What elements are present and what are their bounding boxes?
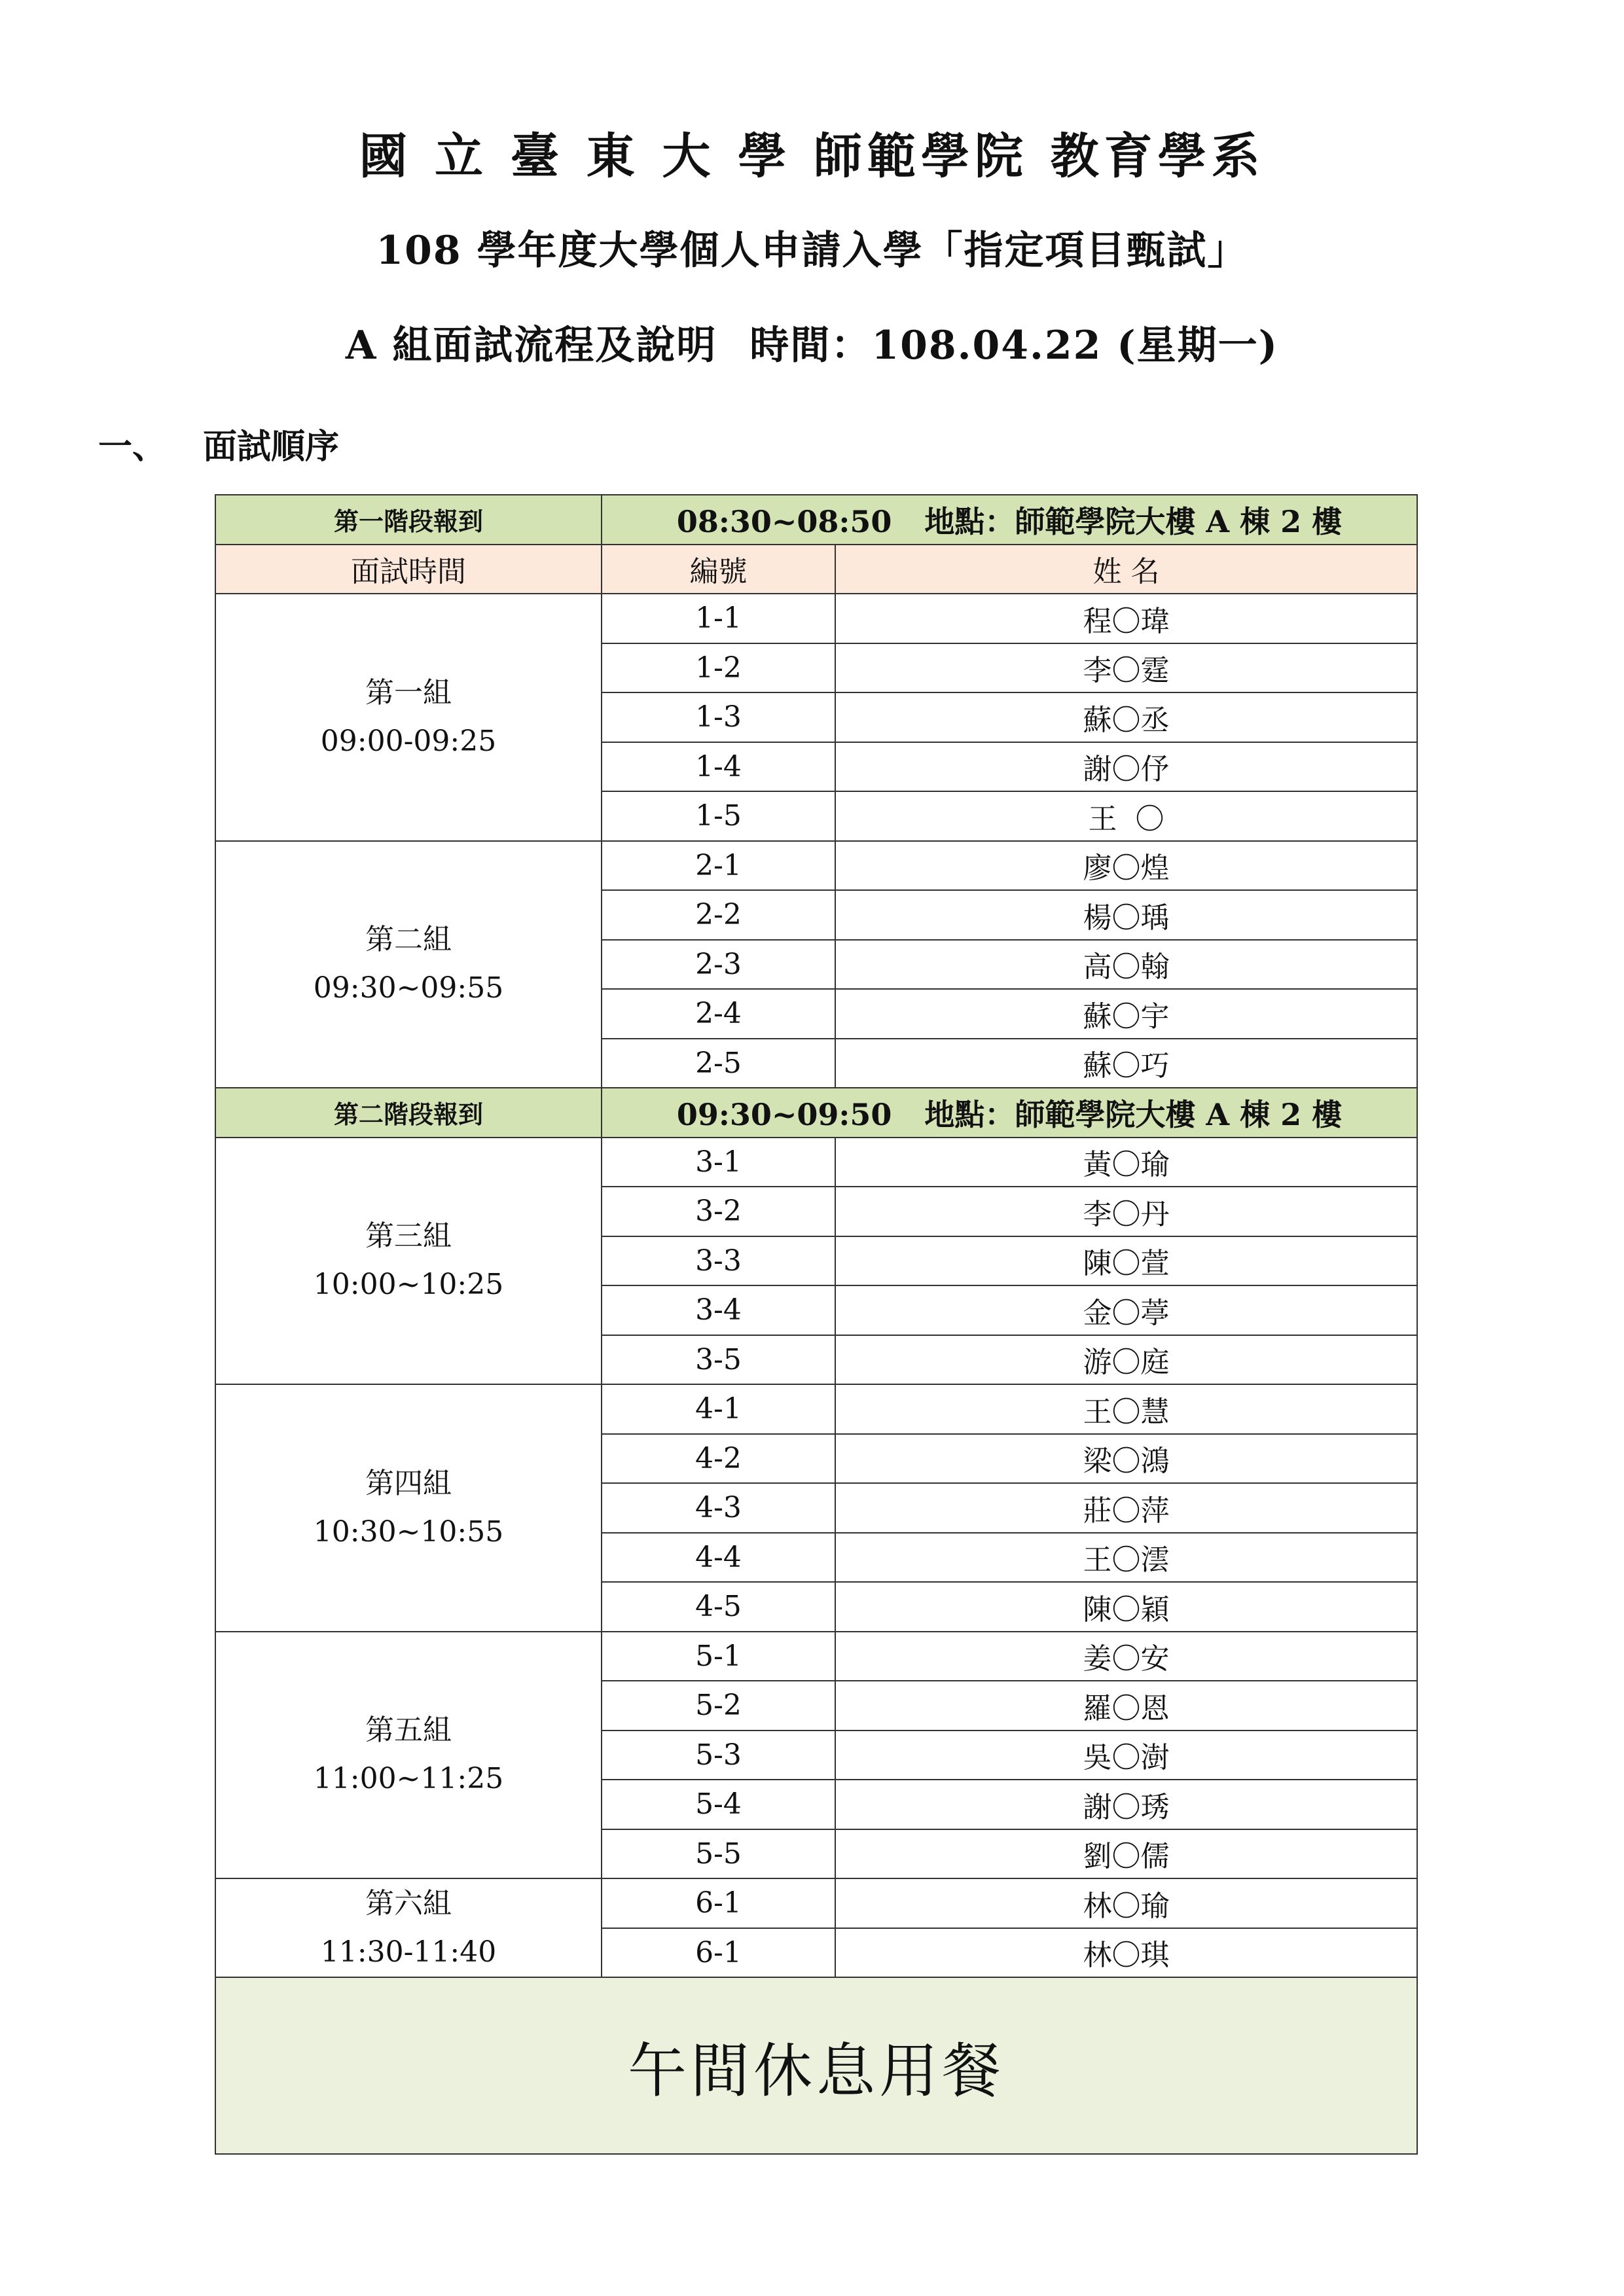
group-name: 第二組	[365, 923, 452, 957]
applicant-name: 陳〇萱	[835, 1236, 1417, 1286]
applicant-name: 蘇〇丞	[835, 692, 1417, 742]
group-cell	[215, 1138, 602, 1385]
stage-label: 第一階段報到	[215, 495, 602, 545]
table-row	[215, 1138, 1417, 1187]
section-heading	[98, 419, 339, 468]
stage-location: 地點：師範學院大樓 A 棟 2 樓	[924, 503, 1343, 539]
group-name: 第四組	[365, 1466, 452, 1500]
section-number: 一、	[98, 427, 167, 467]
group-time: 10:00~10:25	[313, 1268, 504, 1302]
applicant-number: 1-1	[602, 594, 835, 643]
applicant-name: 游〇庭	[835, 1335, 1417, 1385]
group-cell	[215, 1384, 602, 1632]
applicant-number: 4-5	[602, 1582, 835, 1632]
applicant-name: 謝〇伃	[835, 742, 1417, 792]
applicant-number: 5-5	[602, 1829, 835, 1879]
applicant-number: 1-3	[602, 692, 835, 742]
applicant-name: 蘇〇宇	[835, 989, 1417, 1039]
applicant-number: 4-1	[602, 1384, 835, 1434]
table-row	[215, 1632, 1417, 1681]
flow-title-line	[0, 314, 1624, 370]
lunch-break: 午間休息用餐	[215, 1977, 1417, 2154]
applicant-name: 程〇瑋	[835, 594, 1417, 643]
group-time: 11:00~11:25	[313, 1762, 504, 1796]
table-row	[215, 1384, 1417, 1434]
applicant-number: 3-3	[602, 1236, 835, 1286]
applicant-number: 1-5	[602, 791, 835, 841]
section-title: 面試順序	[203, 427, 340, 467]
applicant-name: 陳〇穎	[835, 1582, 1417, 1632]
applicant-number: 4-2	[602, 1434, 835, 1484]
applicant-number: 1-4	[602, 742, 835, 792]
group-name: 第三組	[365, 1219, 452, 1253]
document-title: 國 立 臺 東 大 學 師範學院 教育學系	[359, 128, 1265, 185]
group-time: 09:00-09:25	[320, 724, 497, 758]
applicant-number: 4-4	[602, 1533, 835, 1583]
document-subtitle: 108 學年度大學個人申請入學「指定項目甄試」	[376, 228, 1248, 274]
applicant-name: 廖〇煌	[835, 841, 1417, 891]
applicant-name: 姜〇安	[835, 1632, 1417, 1681]
applicant-name: 高〇翰	[835, 940, 1417, 990]
stage-info	[602, 1088, 1417, 1138]
column-header-number: 編號	[602, 545, 835, 594]
applicant-name: 羅〇恩	[835, 1681, 1417, 1731]
applicant-number: 2-3	[602, 940, 835, 990]
applicant-name: 王〇澐	[835, 1533, 1417, 1583]
applicant-name: 金〇葶	[835, 1285, 1417, 1335]
applicant-number: 3-1	[602, 1138, 835, 1187]
applicant-name: 李〇霆	[835, 643, 1417, 693]
group-time: 10:30~10:55	[313, 1515, 504, 1549]
applicant-number: 5-4	[602, 1780, 835, 1829]
applicant-number: 2-1	[602, 841, 835, 891]
flow-title: A 組面試流程及說明	[345, 323, 717, 368]
applicant-name: 吳〇澍	[835, 1731, 1417, 1780]
applicant-number: 5-3	[602, 1731, 835, 1780]
applicant-name: 謝〇琇	[835, 1780, 1417, 1829]
applicant-number: 5-2	[602, 1681, 835, 1731]
applicant-number: 3-2	[602, 1187, 835, 1236]
group-name: 第六組	[365, 1886, 452, 1920]
column-header-name: 姓 名	[835, 545, 1417, 594]
table-row	[215, 841, 1417, 891]
applicant-name: 王〇慧	[835, 1384, 1417, 1434]
applicant-number: 6-1	[602, 1928, 835, 1978]
applicant-name: 莊〇萍	[835, 1483, 1417, 1533]
group-cell	[215, 1878, 602, 1977]
applicant-number: 2-5	[602, 1039, 835, 1088]
applicant-number: 3-4	[602, 1285, 835, 1335]
group-cell	[215, 841, 602, 1088]
stage-checkin-row	[215, 495, 1417, 545]
applicant-name: 李〇丹	[835, 1187, 1417, 1236]
applicant-name: 蘇〇巧	[835, 1039, 1417, 1088]
stage-location: 地點：師範學院大樓 A 棟 2 樓	[924, 1096, 1343, 1132]
applicant-name: 梁〇鴻	[835, 1434, 1417, 1484]
table-row	[215, 1878, 1417, 1928]
table-row	[215, 594, 1417, 643]
group-cell	[215, 1632, 602, 1879]
group-cell	[215, 594, 602, 841]
applicant-name: 王 〇	[835, 791, 1417, 841]
applicant-number: 5-1	[602, 1632, 835, 1681]
applicant-name: 林〇琪	[835, 1928, 1417, 1978]
applicant-name: 劉〇儒	[835, 1829, 1417, 1879]
exam-date: 時間：108.04.22 (星期一)	[749, 323, 1279, 368]
applicant-number: 6-1	[602, 1878, 835, 1928]
applicant-number: 4-3	[602, 1483, 835, 1533]
group-time: 11:30-11:40	[320, 1935, 497, 1969]
table-header-row	[215, 545, 1417, 594]
applicant-name: 楊〇瑀	[835, 890, 1417, 940]
applicant-number: 2-4	[602, 989, 835, 1039]
stage-checkin-row	[215, 1088, 1417, 1138]
group-name: 第五組	[365, 1713, 452, 1748]
lunch-row	[215, 1977, 1417, 2154]
group-name: 第一組	[365, 675, 452, 709]
applicant-number: 1-2	[602, 643, 835, 693]
stage-time: 09:30~09:50	[676, 1096, 892, 1132]
applicant-name: 林〇瑜	[835, 1878, 1417, 1928]
stage-time: 08:30~08:50	[676, 503, 892, 539]
column-header-time: 面試時間	[215, 545, 602, 594]
interview-schedule-table	[215, 494, 1418, 2155]
stage-info	[602, 495, 1417, 545]
applicant-number: 2-2	[602, 890, 835, 940]
stage-label: 第二階段報到	[215, 1088, 602, 1138]
applicant-number: 3-5	[602, 1335, 835, 1385]
group-time: 09:30~09:55	[313, 971, 504, 1005]
applicant-name: 黃〇瑜	[835, 1138, 1417, 1187]
